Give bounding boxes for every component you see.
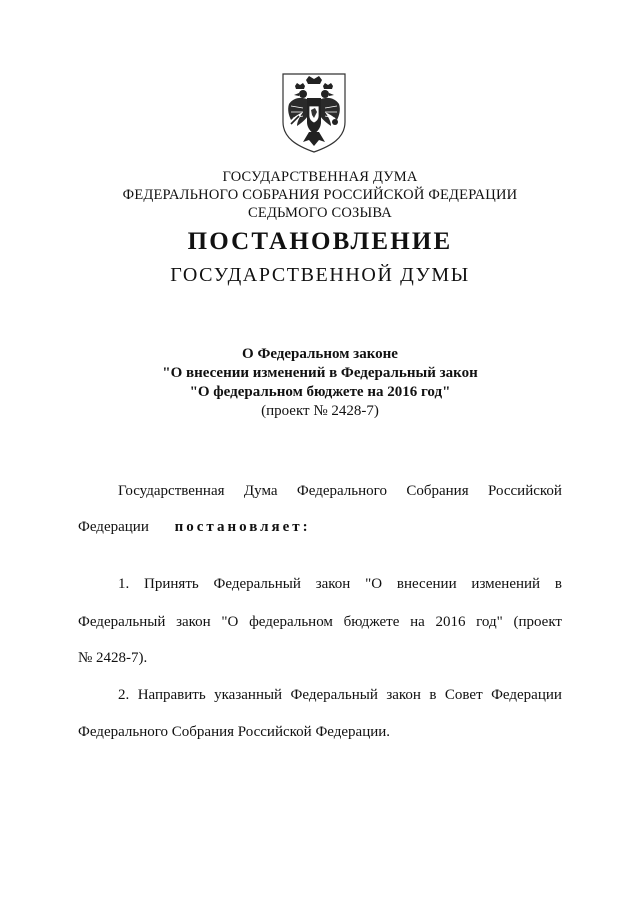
item-2-word: указанный: [214, 687, 283, 703]
preamble-word: Государственная: [118, 483, 225, 499]
item-2-word: Федеральный: [290, 687, 378, 703]
header-line-2: ФЕДЕРАЛЬНОГО СОБРАНИЯ РОССИЙСКОЙ ФЕДЕРАЦИИ: [122, 187, 518, 203]
item-1-line-1: [78, 574, 562, 594]
document-type-title: ПОСТАНОВЛЕНИЕ: [187, 228, 453, 255]
item-1-word: "О: [221, 614, 239, 630]
header-line-1: ГОСУДАРСТВЕННАЯ ДУМА: [222, 169, 418, 185]
item-1-word: закон: [176, 614, 211, 630]
item-2-word: 2.: [118, 687, 130, 703]
item-1-word: Принять: [144, 576, 199, 592]
resolves-word: постановляет:: [174, 519, 311, 535]
item-1-line-2: [78, 612, 562, 632]
bill-number: (проект № 2428-7): [261, 403, 379, 419]
item-1: [78, 574, 562, 594]
item-2-line-1: [78, 685, 562, 705]
item-1-word: закон: [315, 576, 351, 592]
item-2-word: закон: [386, 687, 421, 703]
preamble-word: Федерации: [78, 519, 149, 535]
item-1-word: 2016: [435, 614, 466, 630]
item-1-word: год": [476, 614, 503, 630]
double-headed-eagle-coat-of-arms-icon: [279, 72, 349, 154]
preamble-word: Федерального: [296, 483, 387, 499]
item-1-line-3: № 2428-7).: [78, 650, 148, 666]
preamble-line-1: [78, 481, 562, 501]
item-2-word: в: [429, 687, 437, 703]
item-1-word: "О: [365, 576, 383, 592]
item-2-word: Федерации: [491, 687, 562, 703]
item-1-word: Федеральный: [213, 576, 301, 592]
item-1-word: федеральном: [249, 614, 333, 630]
item-1-word: 1.: [118, 576, 130, 592]
subject-line-1: О Федеральном законе: [242, 346, 398, 362]
header-line-3: СЕДЬМОГО СОЗЫВА: [248, 205, 392, 221]
item-1-word: Федеральный: [78, 614, 166, 630]
item-2: [78, 685, 562, 705]
subject-line-3: "О федеральном бюджете на 2016 год": [189, 384, 451, 400]
item-1-word: (проект: [513, 614, 562, 630]
item-1-word: внесении: [396, 576, 457, 592]
item-1-word: на: [410, 614, 425, 630]
subject-block: [0, 345, 640, 421]
item-1-word: в: [554, 576, 562, 592]
issuer-header: [0, 168, 640, 222]
preamble-word: Российской: [488, 483, 562, 499]
item-2-word: Совет: [444, 687, 483, 703]
item-2-line-2: Федерального Собрания Российской Федерации.: [78, 724, 391, 740]
preamble-word: Собрания: [406, 483, 469, 499]
preamble-line-2: [78, 517, 562, 537]
document-issuer-title: ГОСУДАРСТВЕННОЙ ДУМЫ: [170, 264, 470, 286]
preamble: [78, 481, 562, 501]
preamble-word: Дума: [243, 483, 278, 499]
item-1-line-2-words: [78, 612, 562, 632]
item-1-word: бюджете: [343, 614, 400, 630]
item-2-word: Направить: [137, 687, 206, 703]
subject-line-2: "О внесении изменений в Федеральный закон: [162, 365, 478, 381]
item-1-word: изменений: [471, 576, 541, 592]
